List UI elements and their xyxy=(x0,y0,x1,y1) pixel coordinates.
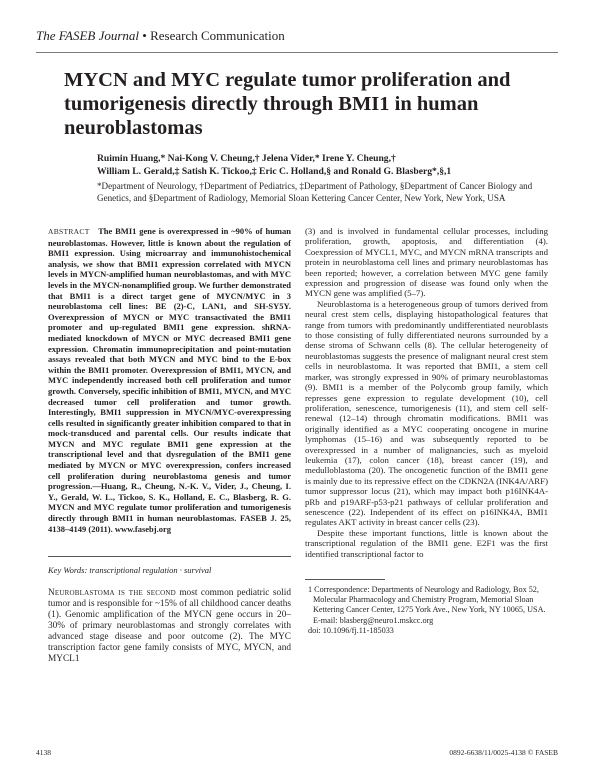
abstract-text: The BMI1 gene is overexpressed in ~90% of human neuroblastomas. However, little is known about the regulation of BMI1 expression. Using microarray and immunohistochemical analysis, we show that BMI1 expression correlated with MYCN levels in MYCN-amplified human neuroblastomas, and with MYC levels in the MYCN-nonamplified group. We further demonstrated that BMI1 is a direct target gene of MYCN/MYC in 3 neuroblastoma cell lines: BE (2)-C, LAN1, and SH-SY5Y. Overexpression of MYCN or MYC transactivated the BMI1 promoter and up-regulated BMI1 gene expression. shRNA-mediated knockdown of MYCN or MYC decreased BMI1 gene expression. Chromatin immunoprecipitation and point-mutation assays revealed that both MYCN and MYC bind to the E-box within the BMI1 promoter. Overexpression of BMI1, MYCN, and MYC independently increased both cell proliferation and tumor growth. Conversely, specific inhibition of BMI1, MYCN, and MYC decreased tumor cell proliferation and tumor growth. Interestingly, BMI1 suppression in MYCN/MYC-overexpressing cells resulted in significantly greater inhibition compared to that in mock-transduced and parental cells. Our results indicate that MYCN and MYC regulate BMI1 gene expression at the transcriptional level and that dysregulation of the BMI1 gene mediated by MYCN or MYC overexpression, confers increased cell proliferation during neuroblastoma genesis and tumor progression.—Huang, R., Cheung, N.-K. V., Vider, J., Cheung, I. Y., Gerald, W. L., Tickoo, S. K., Holland, E. C., Blasberg, R. G. MYCN and MYC regulate tumor proliferation and tumorigenesis directly through BMI1 in human neuroblastomas. FASEB J. 25, 4138–4149 (2011). www.fasebj.org xyxy=(48,226,291,534)
footnote-rule xyxy=(305,579,385,580)
abstract-rule xyxy=(48,556,291,557)
doi: doi: 10.1096/fj.11-185033 xyxy=(308,625,394,635)
abstract-label: ABSTRACT xyxy=(48,227,90,236)
section-name: Research Communication xyxy=(150,28,285,43)
page-number: 4138 xyxy=(36,748,51,757)
abstract xyxy=(48,226,291,534)
paragraph: (3) and is involved in fundamental cellular processes, including proliferation, growth, apoptosis, and differentiation (4). Coexpression of MYCL1, MYC, and MYCN mRNA transcripts and protein in neuroblastoma cell lines and primary neuroblastomas has been reported; however, a correlation between MYC gene family expression and progression of disease was found only when the MYCN gene was amplified (5–7). xyxy=(305,226,548,299)
journal-header xyxy=(36,28,285,44)
paragraph: Despite these important functions, little is known about the transcriptional regulation of the BMI1 gene. E2F1 was the first identified transcriptional factor to xyxy=(305,527,548,559)
journal-name: The FASEB Journal xyxy=(36,28,140,43)
intro-lead: Neuroblastoma is the second xyxy=(48,588,176,598)
intro-text: most common pediatric solid tumor and is responsible for ~15% of all childhood cancer deaths (1). Genomic amplification of the MYCN gene occurs in 20–30% of primary neuroblastomas and strongly correlates with advanced stage disease and poor outcome (2). The MYC transcription factor gene family consists of MYC, MYCN, and MYCL1 xyxy=(48,588,292,664)
paragraph: Neuroblastoma is a heterogeneous group of tumors derived from neural crest stem cells, displaying histopathological features that range from tumors with predominantly undifferentiated neuroblasts to those consisting of fully differentiated neurons surrounded by a dense stroma of Schwann cells (8). The cellular heterogeneity of neuroblastomas suggests the presence of malignant neural crest stem cells in neuroblastoma. It was reported that BMI1, a stem cell marker, was strongly expressed in 90% of primary neuroblastomas (9). BMI1 is a member of the Polycomb group family, which represses gene expression to regulate development (10), cell proliferation, senescence, tumorigenesis (11), and stem cell self-renewal (12–14) through chromatin modifications. BMI1 was originally identified as a MYC cooperating oncogene in murine lymphomas (15–16) and was subsequently reported to be overexpressed in a number of malignancies, such as myeloid leukemia (17), colon cancer (18), breast cancer (19), and medulloblastoma (20). The oncogenetic function of the BMI1 gene is mainly due to its repressive effect on the CDKN2A (INK4A/ARF) tumor suppressor locus (21), which may impact both p16INK4A-pRb and p19ARF-p53-p21 pathways of cellular proliferation and senescence (22). Independent of its effect on p16INK4A, BMI1 regulates AKT activity in breast cancer cells (23). xyxy=(305,298,548,528)
affiliations: *Department of Neurology, †Department of Pediatrics, ‡Department of Pathology, §Department of Cancer Biology and Genetics, and §Department of Radiology, Memorial Sloan Kettering Cancer Center, New York, New York, USA xyxy=(97,181,533,203)
authors-line-2: William L. Gerald,‡ Satish K. Tickoo,‡ Eric C. Holland,§ and Ronald G. Blasberg*,§,1 xyxy=(97,165,452,177)
header-bullet: • xyxy=(142,28,147,43)
article-title: MYCN and MYC regulate tumor proliferation and tumorigenesis directly through BMI1 in human neuroblastomas xyxy=(64,69,511,139)
introduction-paragraph xyxy=(48,588,291,665)
correspondence-footnote xyxy=(308,585,548,636)
keywords: Key Words: transcriptional regulation · survival xyxy=(48,565,212,575)
copyright-line: 0892-6638/11/0025-4138 © FASEB xyxy=(449,748,558,757)
correspondence-text: 1 Correspondence: Departments of Neurology and Radiology, Box 52, Molecular Pharmacology and Chemistry Program, Memorial Sloan Kettering Cancer Center, 1275 York Ave., New York, NY 10065, USA. E-mail: blasberg@neuro1.mskcc.org xyxy=(308,585,546,625)
author-list xyxy=(97,153,557,178)
right-column xyxy=(305,226,548,559)
authors-line-1: Ruimin Huang,* Nai-Kong V. Cheung,† Jelena Vider,* Irene Y. Cheung,† xyxy=(97,153,396,164)
header-rule xyxy=(36,52,558,53)
